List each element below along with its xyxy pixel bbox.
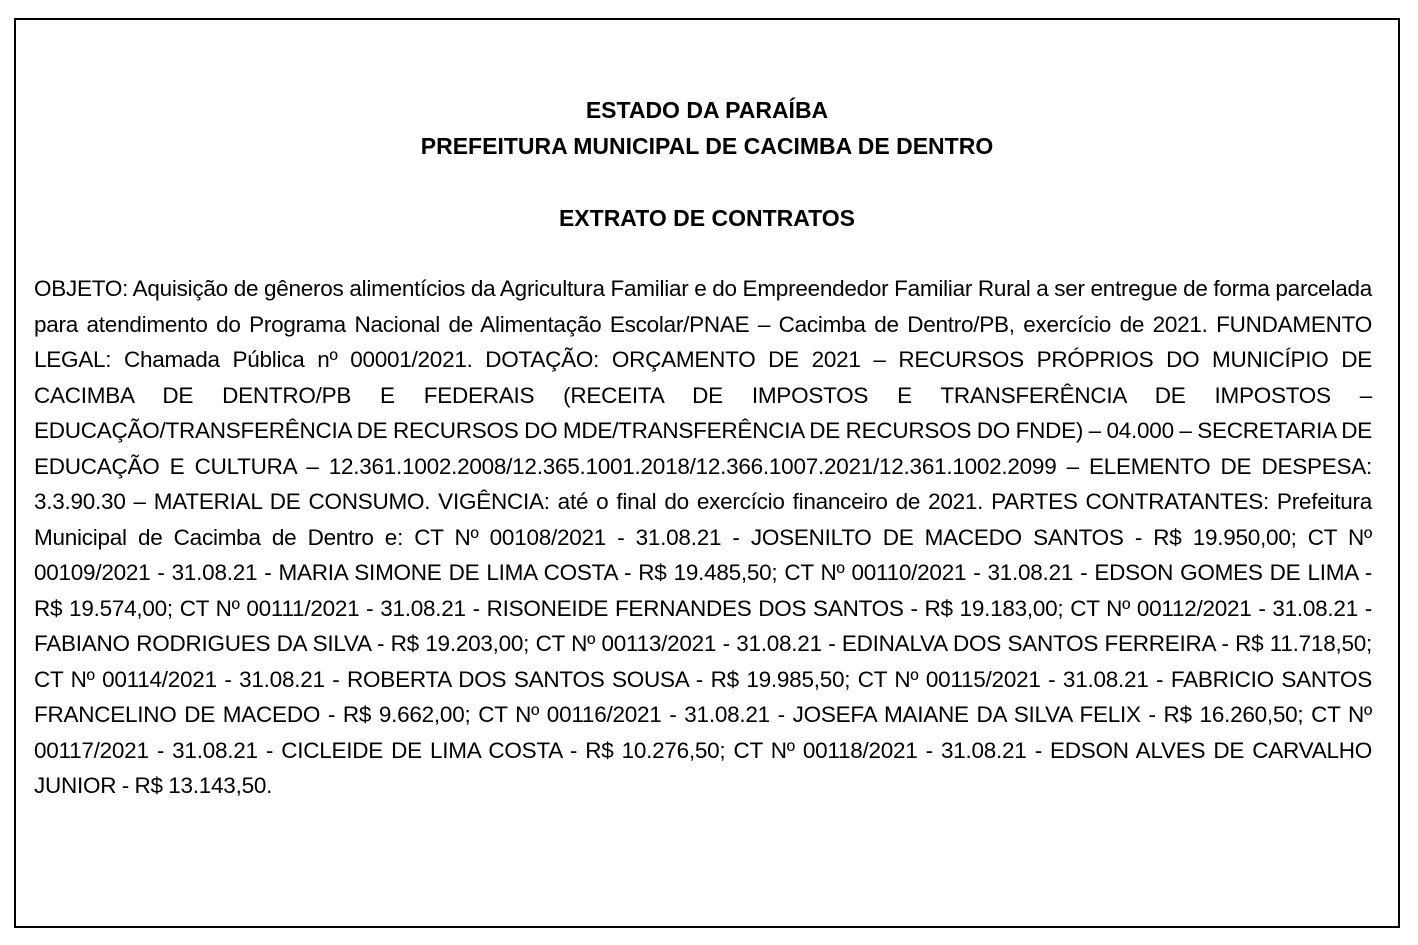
document-title: EXTRATO DE CONTRATOS [558, 205, 856, 231]
state-heading: ESTADO DA PARAÍBA [585, 97, 829, 123]
municipality-heading: PREFEITURA MUNICIPAL DE CACIMBA DE DENTRO [420, 133, 994, 159]
document-frame [14, 18, 1400, 928]
contract-extract-body: OBJETO: Aquisição de gêneros alimentícios da Agricultura Familiar e do Empreendedor Familiar Rural a ser entregue de forma parcelada para atendimento do Programa Nacional de Alimentação Escolar/PNAE – Cacimba de Dentro/PB, exercício de 2021. FUNDAMENTO LEGAL: Chamada Pública nº 00001/2021. DOTAÇÃO: ORÇAMENTO DE 2021 – RECURSOS PRÓPRIOS DO MUNICÍPIO DE CACIMBA DE DENTRO/PB E FEDERAIS (RECEITA DE IMPOSTOS E TRANSFERÊNCIA DE IMPOSTOS – EDUCAÇÃO/TRANSFERÊNCIA DE RECURSOS DO MDE/TRANSFERÊNCIA DE RECURSOS DO FNDE) – 04.000 – SECRETARIA DE EDUCAÇÃO E CULTURA – 12.361.1002.2008/12.365.1001.2018/12.366.1007.2021/12.361.1002.2099 – ELEMENTO DE DESPESA: 3.3.90.30 – MATERIAL DE CONSUMO. VIGÊNCIA: até o final do exercício financeiro de 2021. PARTES CONTRATANTES: Prefeitura Municipal de Cacimba de Dentro e: CT Nº 00108/2021 - 31.08.21 - JOSENILTO DE MACEDO SANTOS - R$ 19.950,00; CT Nº 00109/2021 - 31.08.21 - MARIA SIMONE DE LIMA COSTA - R$ 19.485,50; CT Nº 00110/2021 - 31.08.21 - EDSON GOMES DE LIMA - R$ 19.574,00; CT Nº 00111/2021 - 31.08.21 - RISONEIDE FERNANDES DOS SANTOS - R$ 19.183,00; CT Nº 00112/2021 - 31.08.21 - FABIANO RODRIGUES DA SILVA - R$ 19.203,00; CT Nº 00113/2021 - 31.08.21 - EDINALVA DOS SANTOS FERREIRA - R$ 11.718,50; CT Nº 00114/2021 - 31.08.21 - ROBERTA DOS SANTOS SOUSA - R$ 19.985,50; CT Nº 00115/2021 - 31.08.21 - FABRICIO SANTOS FRANCELINO DE MACEDO - R$ 9.662,00; CT Nº 00116/2021 - 31.08.21 - JOSEFA MAIANE DA SILVA FELIX - R$ 16.260,50; CT Nº 00117/2021 - 31.08.21 - CICLEIDE DE LIMA COSTA - R$ 10.276,50; CT Nº 00118/2021 - 31.08.21 - EDSON ALVES DE CARVALHO JUNIOR - R$ 13.143,50. [34, 276, 1372, 798]
